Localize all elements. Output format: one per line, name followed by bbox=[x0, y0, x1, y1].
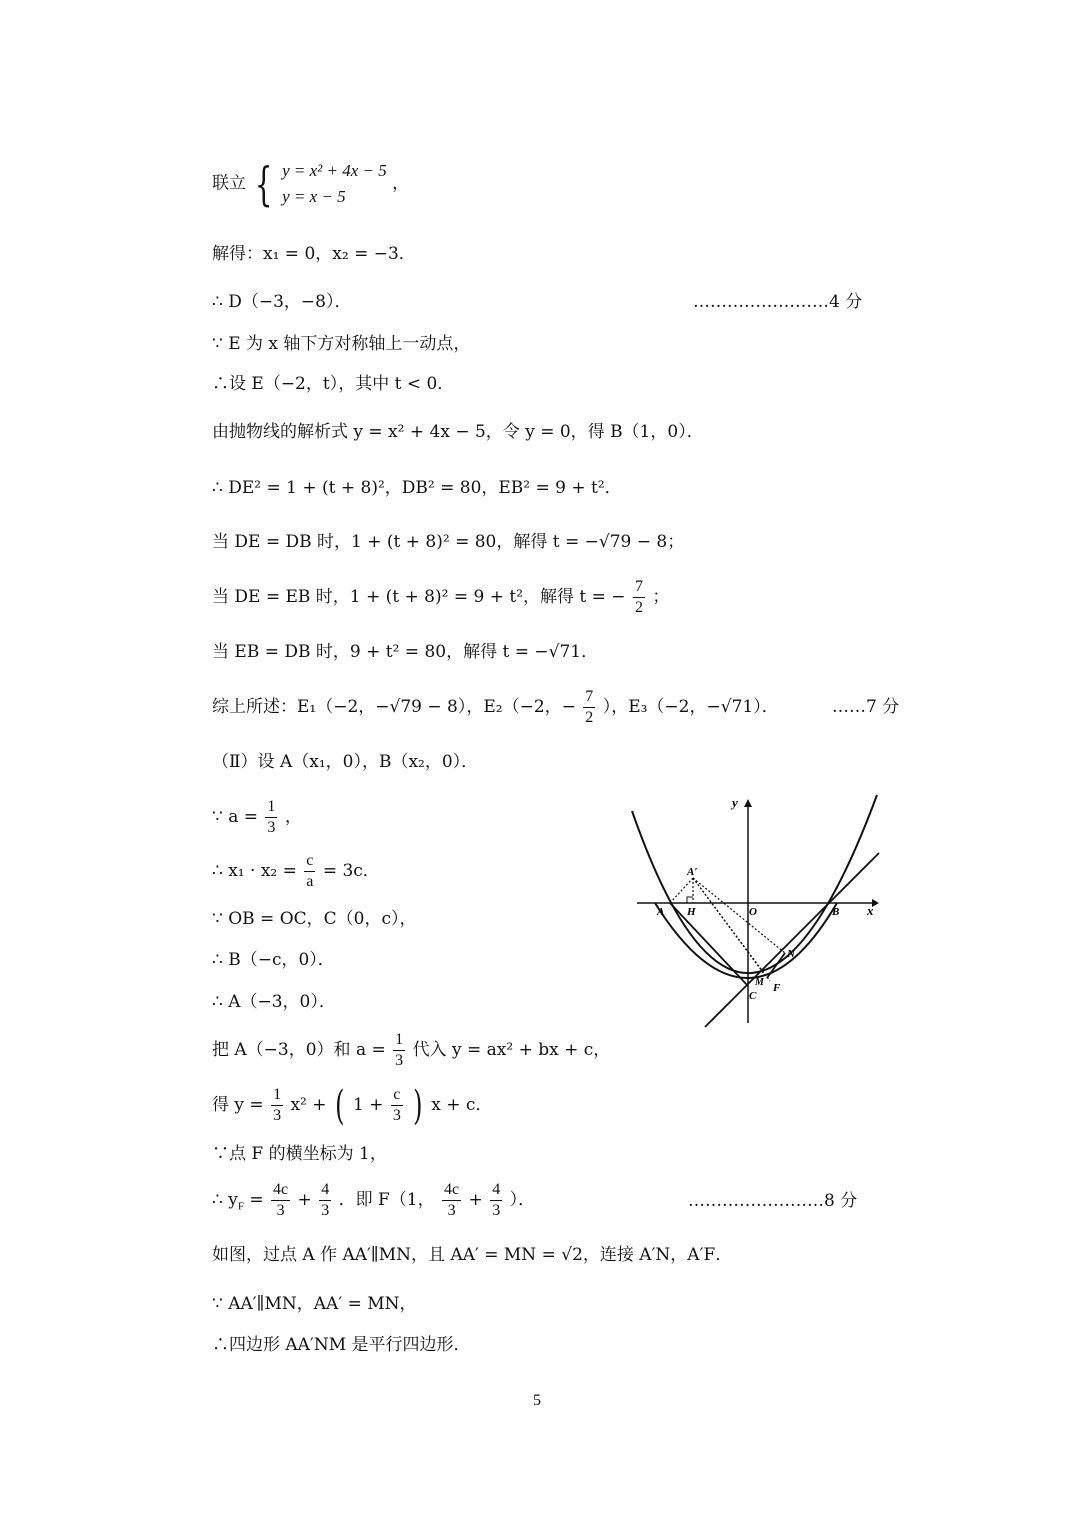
construction-line: 如图，过点 A 作 AA′∥MN，且 AA′ = MN = √2，连接 A′N，A′F． bbox=[212, 1245, 733, 1265]
f-point-text: ．即 F（1， bbox=[338, 1190, 435, 1210]
case-eb-db-line: 当 EB = DB 时，9 + t² = 80，解得 t = −√71． bbox=[212, 642, 599, 662]
fraction bbox=[442, 1180, 461, 1221]
label-h: H bbox=[687, 906, 696, 918]
label-y: y bbox=[732, 795, 738, 810]
fraction bbox=[391, 1085, 403, 1126]
label-n: N bbox=[787, 948, 795, 960]
point-a-line: ∴ A（−3，0）． bbox=[212, 992, 336, 1012]
parabola-outer bbox=[632, 795, 877, 973]
distances-line: ∴ DE² = 1 + (t + 8)²，DB² = 80，EB² = 9 + t²． bbox=[212, 478, 622, 498]
fraction bbox=[265, 797, 277, 838]
expr-text-d: x + c． bbox=[431, 1095, 493, 1115]
fraction bbox=[271, 1180, 290, 1221]
fraction-numerator: 1 bbox=[265, 797, 277, 818]
fraction-numerator: 4c bbox=[271, 1180, 290, 1201]
label-a-prime: A′ bbox=[687, 866, 698, 878]
fraction-denominator: 3 bbox=[492, 1202, 501, 1219]
fraction-denominator: 3 bbox=[267, 819, 276, 836]
parabola-inner bbox=[655, 903, 840, 978]
point-b-c-line: ∴ B（−c，0）． bbox=[212, 950, 335, 970]
summary-text-b: ），E₃（−2，−√71）． bbox=[602, 697, 779, 717]
fraction-denominator: 3 bbox=[392, 1107, 401, 1124]
score-4: ……………………4 分 bbox=[693, 292, 863, 312]
fraction-denominator: 3 bbox=[276, 1202, 285, 1219]
yf-text: ∴ y bbox=[212, 1190, 238, 1210]
point-e-condition-line: ∵ E 为 x 轴下方对称轴上一动点， bbox=[212, 334, 471, 354]
case-de-db-line: 当 DE = DB 时，1 + (t + 8)² = 80，解得 t = −√79 − 8； bbox=[212, 532, 685, 552]
punctuation: ， bbox=[284, 807, 302, 827]
label-o: O bbox=[749, 906, 757, 918]
summary-line bbox=[212, 684, 779, 730]
expr-text-a: 得 y = bbox=[212, 1095, 264, 1115]
right-paren-icon: ) bbox=[413, 1082, 423, 1129]
fraction-numerator: 4c bbox=[442, 1180, 461, 1201]
page-number: 5 bbox=[533, 1392, 541, 1409]
segment-a-aprime bbox=[670, 878, 693, 903]
case-de-eb-line bbox=[212, 574, 669, 620]
product-roots-result: = 3c． bbox=[322, 861, 380, 881]
point-d-line: ∴ D（−3，−8）． bbox=[212, 292, 352, 312]
a-value-text: ∵ a = bbox=[212, 807, 259, 827]
fraction-numerator: 1 bbox=[271, 1085, 283, 1106]
parallel-equal-line: ∵ AA′∥MN，AA′ = MN， bbox=[212, 1294, 417, 1314]
equation-1: y = x² + 4x − 5 bbox=[282, 161, 387, 180]
fraction-denominator: 2 bbox=[634, 599, 643, 616]
fraction-numerator: 7 bbox=[583, 687, 595, 708]
line-bc bbox=[705, 853, 879, 1027]
label-c: C bbox=[749, 990, 757, 1002]
fraction bbox=[393, 1030, 405, 1071]
fraction bbox=[319, 1180, 331, 1221]
segment-ac bbox=[670, 903, 748, 986]
solution-line: 解得：x₁ = 0，x₂ = −3． bbox=[212, 244, 416, 264]
point-e-def-line: ∴设 E（−2，t），其中 t < 0． bbox=[212, 374, 455, 394]
case-de-eb-text: 当 DE = EB 时，1 + (t + 8)² = 9 + t²，解得 t = − bbox=[212, 587, 626, 607]
score-8: ……………………8 分 bbox=[688, 1191, 858, 1211]
left-paren-icon: ( bbox=[335, 1082, 345, 1129]
score-7: ……7 分 bbox=[832, 697, 900, 717]
fraction-denominator: 3 bbox=[321, 1202, 330, 1219]
fraction-denominator: 3 bbox=[395, 1052, 404, 1069]
system-prefix: 联立 bbox=[212, 173, 246, 194]
parabola-figure bbox=[627, 793, 887, 1033]
plus-sign: + bbox=[297, 1190, 312, 1210]
product-roots-line bbox=[212, 848, 380, 894]
fraction-denominator: a bbox=[306, 873, 314, 890]
point-b-line: 由抛物线的解析式 y = x² + 4x − 5，令 y = 0，得 B（1，0）． bbox=[212, 422, 704, 442]
fraction-numerator: c bbox=[304, 851, 315, 872]
equals-sign: = bbox=[249, 1190, 264, 1210]
plus-sign: + bbox=[468, 1190, 483, 1210]
equation-2: y = x − 5 bbox=[282, 187, 346, 206]
parabola-expression-line bbox=[212, 1082, 492, 1128]
ob-oc-line: ∵ OB = OC，C（0，c）， bbox=[212, 909, 417, 929]
label-b: B bbox=[832, 906, 840, 918]
fraction-denominator: 2 bbox=[585, 709, 594, 726]
fraction bbox=[490, 1180, 502, 1221]
expr-text-b: x² + bbox=[290, 1095, 327, 1115]
substitute-text-a: 把 A（−3，0）和 a = bbox=[212, 1040, 386, 1060]
a-value-line bbox=[212, 794, 302, 840]
segment-aprime-f bbox=[693, 878, 770, 981]
left-brace-icon: { bbox=[255, 157, 273, 211]
part-ii-line: （Ⅱ）设 A（x₁，0），B（x₂，0）． bbox=[212, 752, 479, 772]
fraction-numerator: c bbox=[391, 1085, 403, 1106]
parallelogram-line: ∴四边形 AA′NM 是平行四边形． bbox=[212, 1335, 471, 1355]
label-m: M bbox=[755, 977, 764, 988]
label-a: A bbox=[657, 906, 665, 918]
product-roots-text: ∴ x₁ · x₂ = bbox=[212, 861, 297, 881]
label-x: x bbox=[867, 903, 874, 918]
fraction-denominator: 3 bbox=[447, 1202, 456, 1219]
expr-text-c: 1 + bbox=[352, 1095, 384, 1115]
f-abscissa-line: ∵点 F 的横坐标为 1， bbox=[212, 1144, 387, 1164]
substitute-text-b: 代入 y = ax² + bx + c， bbox=[412, 1040, 611, 1060]
punctuation: ）． bbox=[509, 1190, 536, 1210]
right-angle-mark bbox=[687, 897, 693, 903]
fraction bbox=[583, 687, 595, 728]
fraction-numerator: 4 bbox=[319, 1180, 331, 1201]
substitute-line bbox=[212, 1027, 610, 1073]
fraction-numerator: 7 bbox=[633, 577, 645, 598]
summary-text-a: 综上所述：E₁（−2，−√79 − 8），E₂（−2，− bbox=[212, 697, 576, 717]
fraction-denominator: 3 bbox=[273, 1107, 282, 1124]
fraction bbox=[304, 851, 315, 892]
f-ordinate-line bbox=[212, 1177, 535, 1229]
fraction bbox=[633, 577, 645, 618]
label-f: F bbox=[773, 982, 781, 994]
equation-system bbox=[282, 158, 387, 210]
y-axis-arrow-icon bbox=[744, 799, 752, 807]
fraction-numerator: 4 bbox=[490, 1180, 502, 1201]
fraction bbox=[271, 1085, 283, 1126]
equation-system-line: 联立 { y = x² + 4x − 5 y = x − 5 ， bbox=[212, 157, 410, 211]
punctuation: ； bbox=[652, 587, 670, 607]
yf-subscript: F bbox=[237, 1200, 244, 1213]
fraction-numerator: 1 bbox=[393, 1030, 405, 1051]
